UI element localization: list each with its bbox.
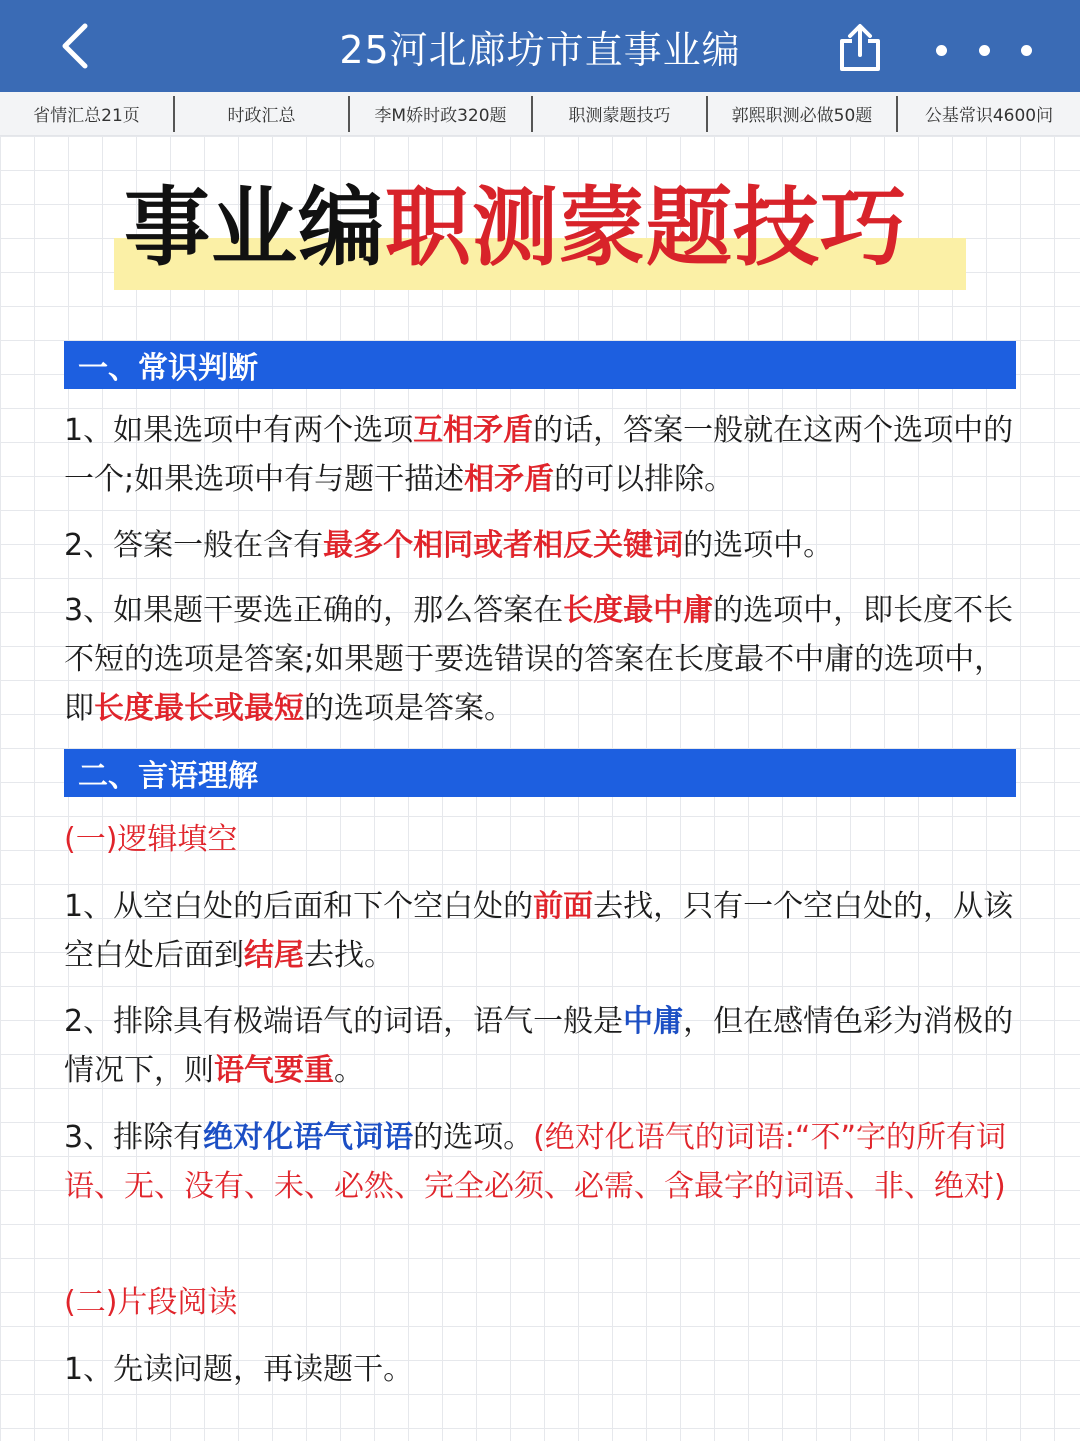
paragraph [64,882,1016,980]
more-dots-icon[interactable] [928,30,1040,70]
highlight-text: 语气要重 [214,1053,334,1088]
hero-title-part2: 职测蒙题技巧 [385,177,907,278]
text: 2、答案一般在含有 [64,528,324,563]
highlight-text: 相矛盾 [464,462,555,497]
subsection-title: (二)片段阅读 [64,1285,238,1320]
text: 。 [334,1053,364,1088]
text: 的选项中，即长度不长不短的选项是答案;如果题于要选错误的答案在长度最不中庸的选项中，即 [64,593,1014,726]
tab-common-knowledge[interactable]: 公基常识4600问 [924,106,1054,126]
paragraph [64,406,1016,504]
paragraph [64,586,1016,733]
dot [1021,45,1032,56]
tab-must-do-50[interactable]: 郭熙职测必做50题 [708,96,898,132]
hero-title-part1: 事业编 [124,177,385,278]
text: 3、排除有 [64,1120,204,1155]
tab-guess-tips[interactable]: 职测蒙题技巧 [533,96,708,132]
paragraph [64,1113,1016,1211]
highlight-text: 最多个相同或者相反关键词 [323,528,684,563]
text: 去找，只有一个空白处的，从该空白处后面到 [64,889,1014,973]
note-text: (绝对化语气的词语:“不”字的所有词语、无、没有、未、必然、完全必须、必需、含最字的词语、非、绝对) [64,1120,1006,1204]
highlight-text: 绝对化语气词语 [203,1120,414,1155]
tab-politics-summary[interactable]: 时政汇总 [175,96,350,132]
page-title: 25河北廊坊市直事业编 [339,27,741,72]
dot [979,45,990,56]
text: 2、排除具有极端语气的词语，语气一般是 [64,1004,624,1039]
highlight-text: 长度最中庸 [563,593,714,628]
text: 的选项。 [413,1120,534,1155]
section-header-verbal: 二、言语理解 [64,749,1016,797]
text: 的话，答案一般就在这两个选项中的一个;如果选项中有与题干描述 [64,413,1014,497]
tab-politics-320[interactable]: 李M娇时政320题 [350,96,533,132]
hero-title [114,168,966,292]
tab-province-summary[interactable]: 省情汇总21页 [0,96,175,132]
share-icon [838,23,882,73]
paragraph [64,521,1016,570]
text: 的选项是答案。 [304,691,514,726]
highlight-text: 互相矛盾 [413,413,534,448]
text: 1、如果选项中有两个选项 [64,413,414,448]
text: 的可以排除。 [554,462,735,497]
paragraph: 1、先读问题，再读题干。 [64,1352,414,1387]
highlight-text: 长度最长或最短 [94,691,304,726]
dot [936,45,947,56]
back-button[interactable] [48,20,100,72]
highlight-text: 中庸 [623,1004,684,1039]
text: 的选项中。 [683,528,834,563]
subsection-title: (一)逻辑填空 [64,822,238,857]
back-arrow-icon [57,22,91,70]
tab-bar [0,92,1080,136]
paragraph [64,997,1016,1095]
text: 3、如果题干要选正确的，那么答案在 [64,593,564,628]
share-button[interactable] [832,20,888,76]
text: 去找。 [304,938,394,973]
text: ，但在感情色彩为消极的情况下，则 [64,1004,1014,1088]
highlight-text: 结尾 [244,938,304,973]
section-header-common-sense: 一、常识判断 [64,341,1016,389]
highlight-text: 前面 [533,889,594,924]
text: 1、从空白处的后面和下个空白处的 [64,889,534,924]
hero-text [124,176,964,280]
top-navigation-bar [0,0,1080,92]
